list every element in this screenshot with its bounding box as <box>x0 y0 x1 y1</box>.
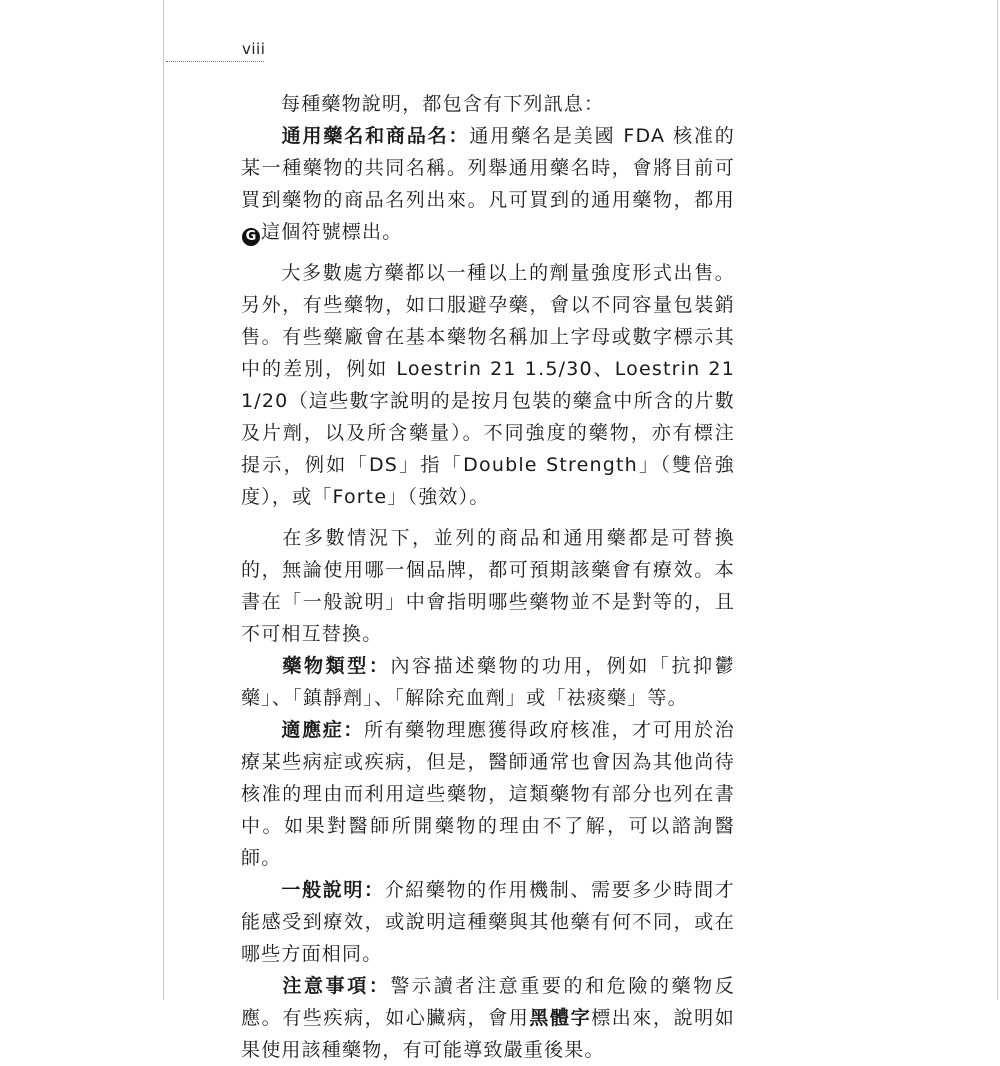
generic-symbol-icon: G <box>242 228 260 246</box>
paragraph-indications: 適應症：所有藥物理應獲得政府核准，才可用於治療某些病症或疾病，但是，醫師通常也會因為其他尚待核准的理由而利用這些藥物，這類藥物有部分也列在書中。如果對醫師所開藥物的理由不了解，可以諮詢醫師。 <box>241 719 735 869</box>
paragraph-dosage-strength: 大多數處方藥都以一種以上的劑量強度形式出售。另外，有些藥物，如口服避孕藥，會以不同容量包裝銷售。有些藥廠會在基本藥物名稱加上字母或數字標示其中的差別，例如 Loestrin 21 1.5/30、Loestrin 21 1/20（這些數字說明的是按月包裝的藥盒中所含的片數及片劑，以及所含藥量）。不同強度的藥物，亦有標注提示，例如「DS」指「Double Strength」（雙倍強度），或「Forte」（強效）。 <box>241 262 735 508</box>
term-precautions: 注意事項： <box>281 975 391 997</box>
page-body <box>241 88 735 1066</box>
paragraph-precautions: 注意事項：警示讀者注意重要的和危險的藥物反應。有些疾病，如心臟病，會用黑體字標出來，說明如果使用該種藥物，有可能導致嚴重後果。 <box>241 975 735 1061</box>
bold-word: 黑體字 <box>529 1007 592 1029</box>
term-generic-brand-name: 通用藥名和商品名： <box>281 125 470 147</box>
term-indications: 適應症： <box>281 719 364 741</box>
paragraph-generic-name: 通用藥名和商品名：通用藥名是美國 FDA 核准的某一種藥物的共同名稱。列舉通用藥名時，會將目前可買到藥物的商品名列出來。凡可買到的通用藥物，都用G 這個符號標出。 <box>241 125 735 244</box>
paragraph-drug-type: 藥物類型：內容描述藥物的功用，例如「抗抑鬱藥」、「鎮靜劑」、「解除充血劑」或「祛痰藥」等。 <box>241 655 735 709</box>
page-number: viii <box>242 40 266 58</box>
term-general-info: 一般說明： <box>281 879 385 901</box>
paragraph-intro: 每種藥物說明，都包含有下列訊息： <box>281 93 605 115</box>
header-rule <box>166 61 264 62</box>
term-drug-type: 藥物類型： <box>281 655 391 677</box>
paragraph-interchangeable: 在多數情況下，並列的商品和通用藥都是可替換的，無論使用哪一個品牌，都可預期該藥會有療效。本書在「一般說明」中會指明哪些藥物並不是對等的，且不可相互替換。 <box>241 527 735 645</box>
paragraph-general-info: 一般說明：介紹藥物的作用機制、需要多少時間才能感受到療效，或說明這種藥與其他藥有何不同，或在哪些方面相同。 <box>241 879 735 965</box>
